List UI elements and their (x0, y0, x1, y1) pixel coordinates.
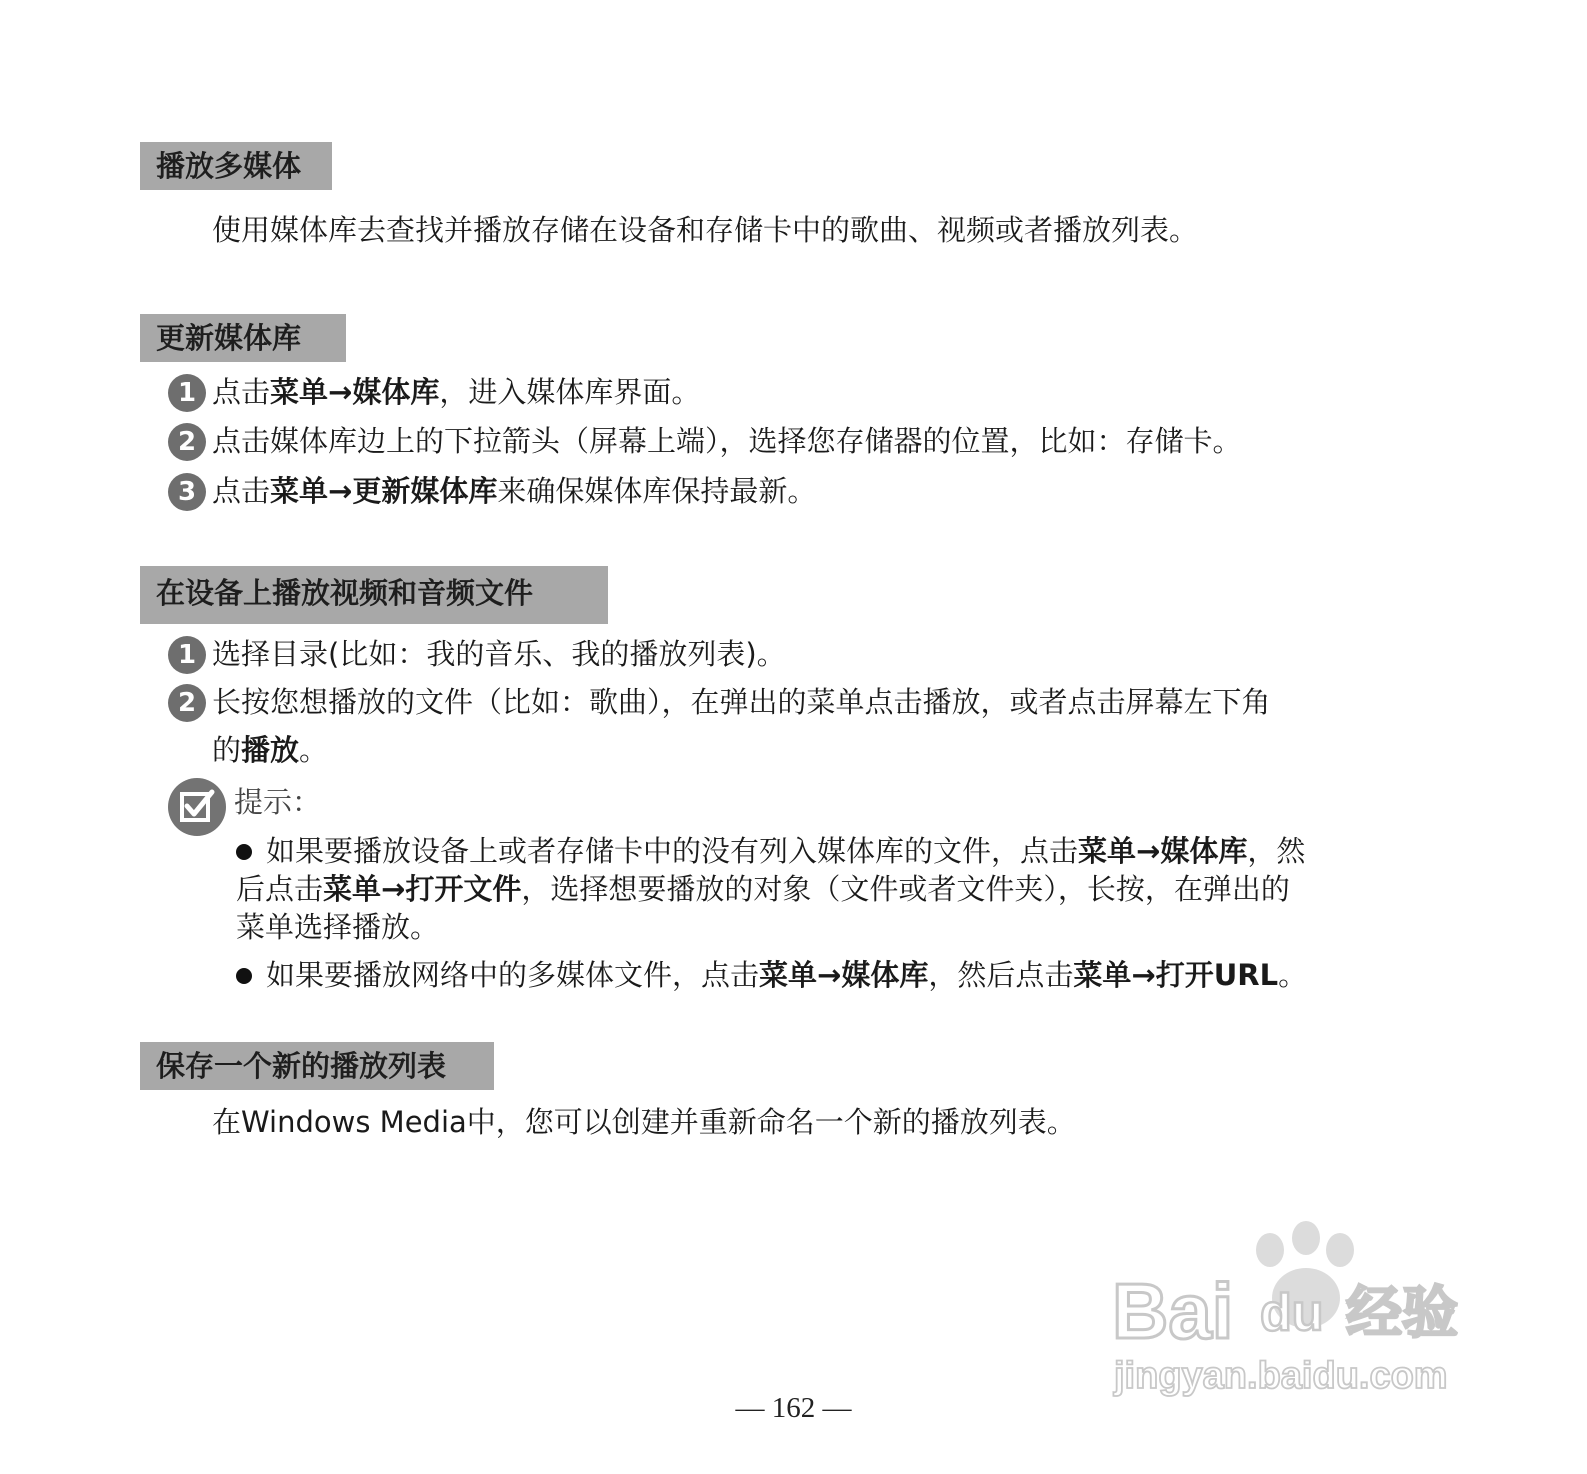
tip-bullet-2: 如果要播放网络中的多媒体文件，点击菜单→媒体库，然后点击菜单→打开URL。 (236, 956, 1416, 994)
bullet-dot-icon (236, 844, 252, 860)
step-number-badge: 2 (168, 684, 206, 722)
watermark-cn: 经验 (1346, 1281, 1458, 1346)
baidu-watermark (1110, 1220, 1480, 1400)
tip-label: 提示： (234, 785, 322, 819)
page-number: — 162 — (735, 1392, 852, 1424)
device-step-2-continuation: 的播放。 (212, 733, 329, 767)
section-heading-save-playlist: 保存一个新的播放列表 (140, 1042, 494, 1090)
watermark-brand-du: du (1260, 1284, 1324, 1342)
section-heading-play-media: 播放多媒体 (140, 142, 332, 190)
step-number-badge: 1 (168, 636, 206, 674)
watermark-brand: Bai (1112, 1267, 1234, 1355)
play-media-description: 使用媒体库去查找并播放存储在设备和存储卡中的歌曲、视频或者播放列表。 (212, 213, 1199, 247)
step-text: 点击菜单→更新媒体库来确保媒体库保持最新。 (212, 474, 817, 508)
step-text: 选择目录(比如：我的音乐、我的播放列表)。 (212, 637, 786, 671)
step-text: 点击菜单→媒体库，进入媒体库界面。 (212, 375, 701, 409)
save-playlist-description: 在Windows Media中，您可以创建并重新命名一个新的播放列表。 (212, 1105, 1076, 1139)
step-text: 长按您想播放的文件（比如：歌曲），在弹出的菜单点击播放，或者点击屏幕左下角 (212, 685, 1271, 719)
step-text: 点击媒体库边上的下拉箭头（屏幕上端），选择您存储器的位置，比如：存储卡。 (212, 424, 1242, 458)
checkbox-tip-icon (168, 778, 226, 836)
tip-bullet-1: 如果要播放设备上或者存储卡中的没有列入媒体库的文件，点击菜单→媒体库，然 后点击菜单→打开文件，选择想要播放的对象（文件或者文件夹），长按，在弹出的 菜单选择播放。 (236, 834, 1306, 944)
arrow-right-icon: → (381, 872, 406, 906)
arrow-right-icon: → (1136, 834, 1161, 868)
step-number-badge: 3 (168, 473, 206, 511)
bullet-dot-icon (236, 968, 252, 984)
arrow-right-icon: → (328, 375, 353, 409)
section-heading-update-library: 更新媒体库 (140, 314, 346, 362)
step-number-badge: 1 (168, 374, 206, 412)
step-number-badge: 2 (168, 423, 206, 461)
section-heading-play-on-device: 在设备上播放视频和音频文件 (140, 566, 608, 624)
watermark-url: jingyan.baidu.com (1114, 1355, 1448, 1397)
arrow-right-icon: → (328, 474, 353, 508)
arrow-right-icon: → (817, 958, 842, 992)
arrow-right-icon: → (1131, 958, 1156, 992)
